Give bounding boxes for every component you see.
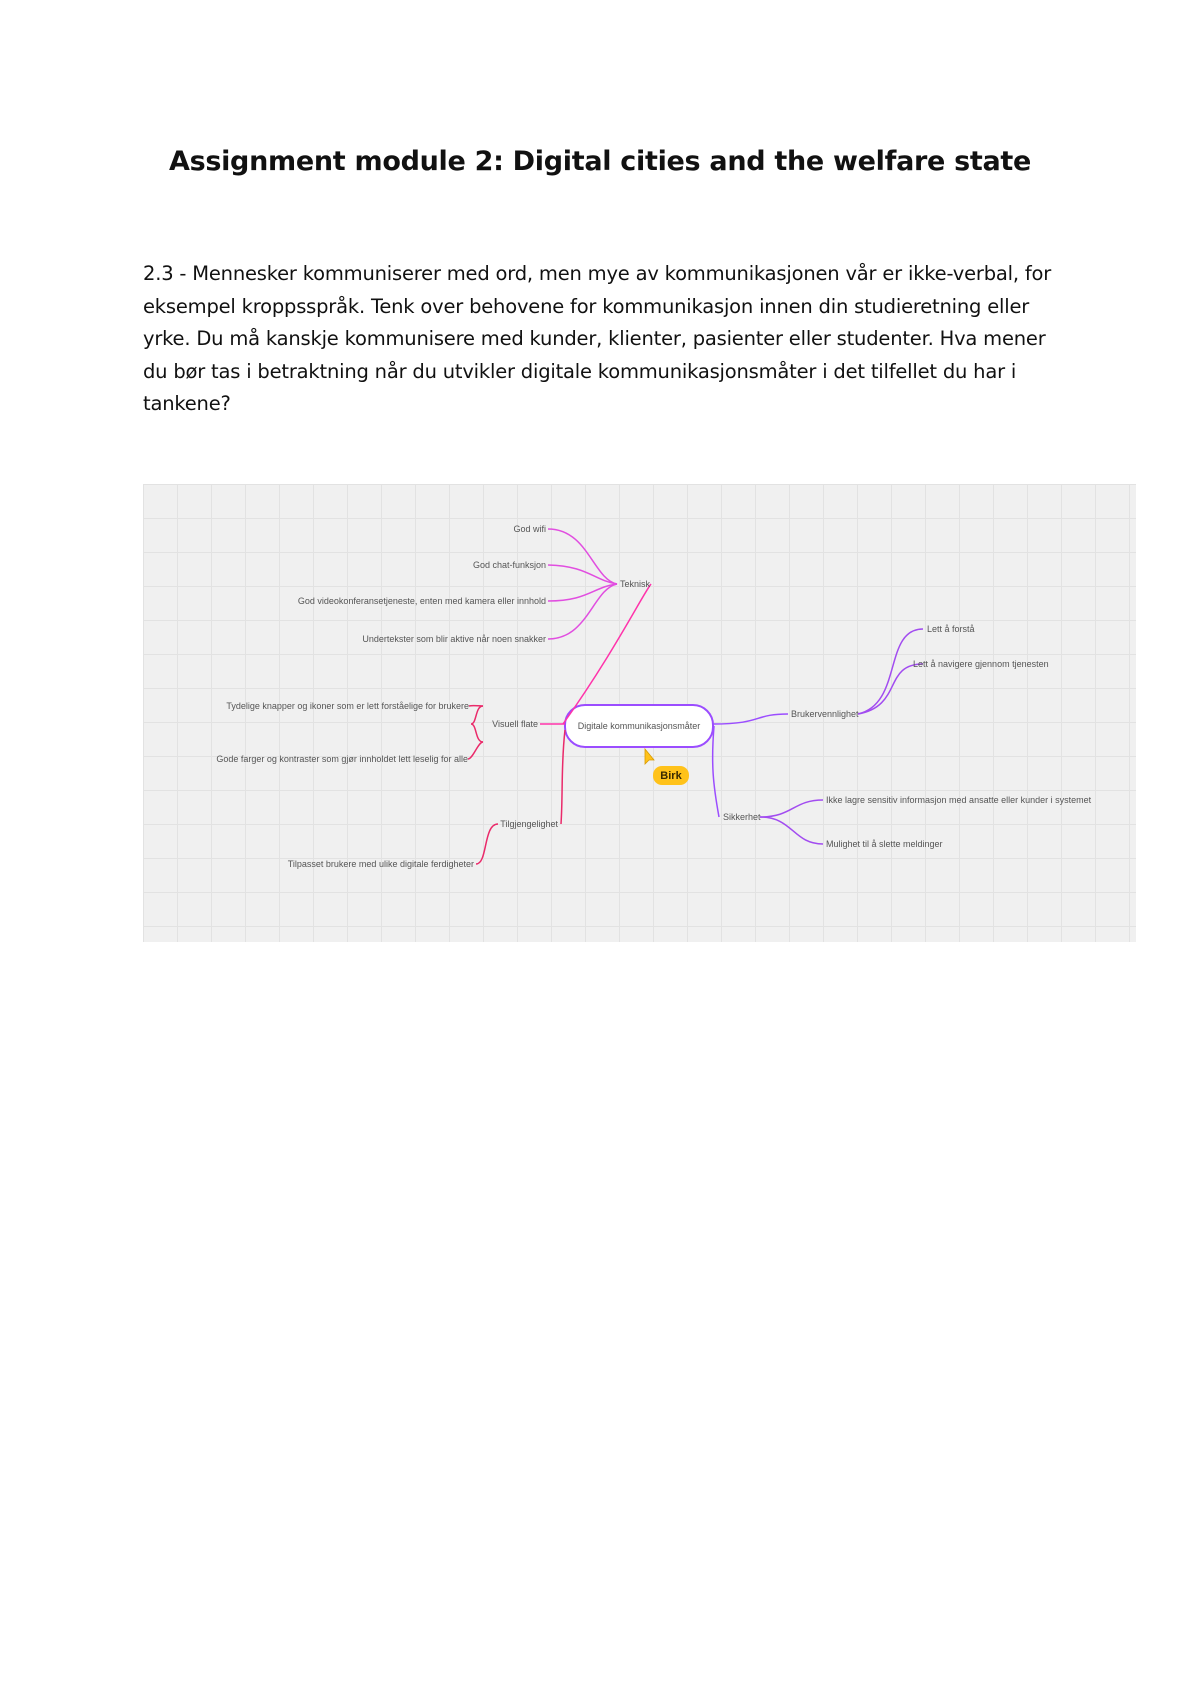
- branch-label-teknisk: Teknisk: [620, 579, 651, 589]
- connector-teknisk: [563, 584, 651, 724]
- connector-visuell-flate-1: [468, 742, 483, 759]
- visuell-flate-item-0: Tydelige knapper og ikoner som er lett forståelige for brukere: [226, 701, 469, 711]
- mindmap-canvas: [143, 484, 1136, 942]
- connector-brukervennlighet: [713, 714, 788, 724]
- sikkerhet-item-1: Mulighet til å slette meldinger: [826, 839, 943, 849]
- question-text: 2.3 - Mennesker kommuniserer med ord, men mye av kommunikasjonen vår er ikke-verbal, for eksempel kroppsspråk. Tenk over behovene for kommunikasjon innen din studieretning eller yrke. Du må kanskje kommunisere med kunder, klienter, pasienter eller studenter. Hva mener du bør tas i betraktning når du utvikler digitale kommunikasjonsmåter i det tilfellet du har i tankene?: [143, 262, 1052, 415]
- page-title: Assignment module 2: Digital cities and the welfare state: [168, 146, 1032, 177]
- mindmap-board: [143, 484, 1136, 942]
- connector-teknisk-1: [548, 565, 617, 584]
- branch-label-visuell-flate: Visuell flate: [492, 719, 538, 729]
- connector-teknisk-0: [548, 529, 617, 584]
- branch-label-tilgjengelighet: Tilgjengelighet: [500, 819, 558, 829]
- cursor-pointer-icon: [645, 749, 654, 764]
- cursor-badge-label: Birk: [660, 770, 682, 782]
- brukervennlighet-item-0: Lett å forstå: [927, 624, 975, 634]
- connector-brukervennlighet-1: [858, 664, 923, 714]
- branch-label-brukervennlighet: Brukervennlighet: [791, 709, 859, 719]
- teknisk-item-2: God videokonferansetjeneste, enten med kamera eller innhold: [297, 596, 546, 606]
- connector-brukervennlighet-0: [858, 629, 923, 714]
- connector-teknisk-3: [548, 584, 617, 639]
- connector-sikkerhet-1: [760, 817, 823, 844]
- connector-tilgjengelighet-0: [476, 824, 498, 864]
- tilgjengelighet-item-0: Tilpasset brukere med ulike digitale ferdigheter: [287, 859, 474, 869]
- connector-tilgjengelighet: [561, 730, 565, 824]
- teknisk-item-1: God chat-funksjon: [472, 560, 546, 570]
- teknisk-item-0: God wifi: [513, 524, 546, 534]
- teknisk-item-3: Undertekster som blir aktive når noen snakker: [362, 634, 546, 644]
- connector-sikkerhet-0: [760, 800, 823, 817]
- branch-label-sikkerhet: Sikkerhet: [723, 812, 761, 822]
- connector-teknisk-2: [548, 584, 617, 601]
- brukervennlighet-item-1: Lett å navigere gjennom tjenesten: [913, 659, 1049, 669]
- visuell-flate-item-1: Gode farger og kontraster som gjør innholdet lett leselig for alle: [216, 754, 468, 764]
- connector-sikkerhet: [713, 726, 719, 817]
- sikkerhet-item-0: Ikke lagre sensitiv informasjon med ansatte eller kunder i systemet: [826, 795, 1092, 805]
- connector-visuell-flate-brace: [471, 706, 483, 742]
- central-node-label: Digitale kommunikasjonsmåter: [577, 721, 701, 731]
